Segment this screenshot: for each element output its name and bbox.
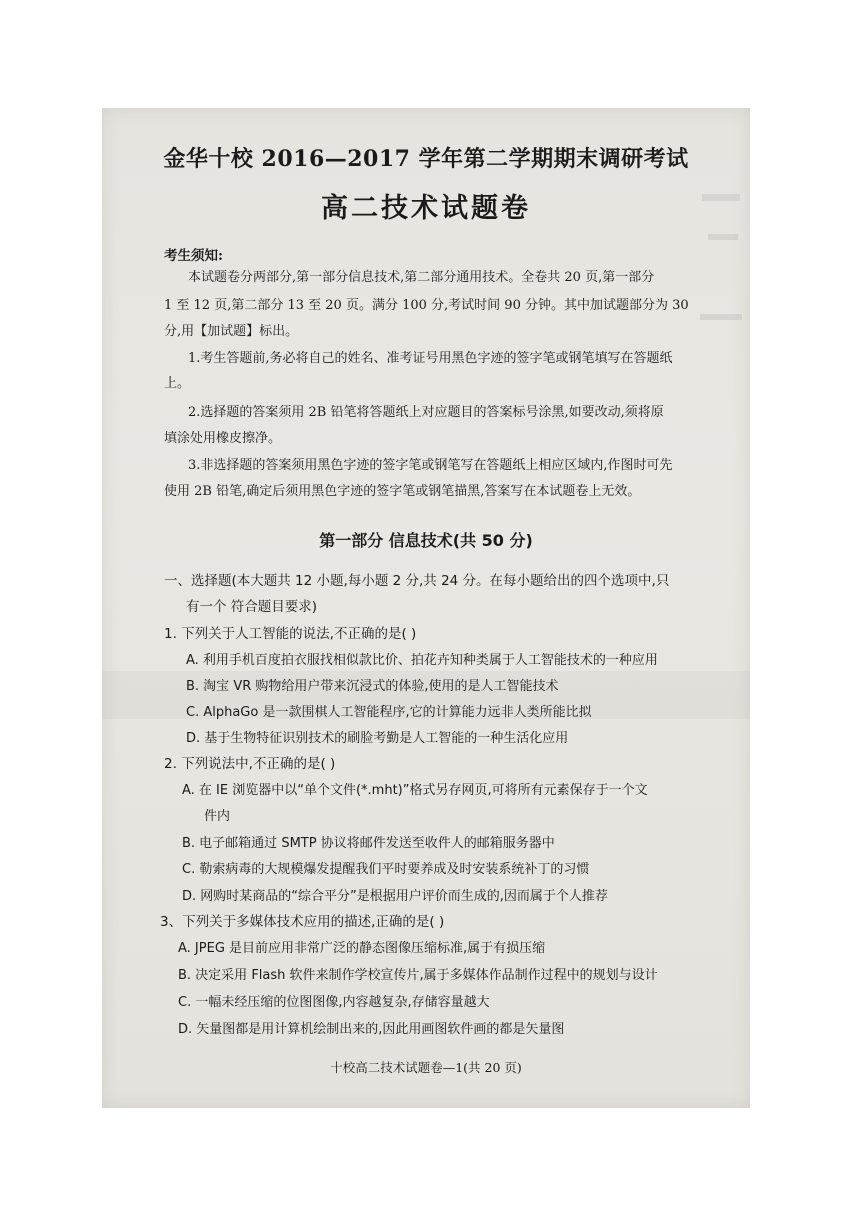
question-2-stem: 2. 下列说法中,不正确的是( ): [164, 756, 336, 772]
page-footer: 十校高二技术试题卷—1(共 20 页): [330, 1060, 522, 1075]
notice-rule-2-cont: 填涂处用橡皮擦净。: [164, 431, 282, 446]
question-1-option-c: C. AlphaGo 是一款围棋人工智能程序,它的计算能力远非人类所能比拟: [186, 705, 592, 720]
notice-rule-1: 1.考生答题前,务必将自己的姓名、准考证号用黑色字迹的签字笔或钢笔填写在答题纸: [188, 351, 673, 366]
notice-intro-line: 1 至 12 页,第二部分 13 至 20 页。满分 100 分,考试时间 90 分钟。其中加试题部分为 30: [164, 298, 689, 313]
question-3-option-b: B. 决定采用 Flash 软件来制作学校宣传片,属于多媒体作品制作过程中的规划与设计: [178, 968, 658, 983]
question-1-option-d: D. 基于生物特征识别技术的刷脸考勤是人工智能的一种生活化应用: [186, 731, 569, 746]
exam-paper: [102, 108, 750, 1108]
notice-rule-1-cont: 上。: [164, 376, 191, 391]
notice-intro-line: 分,用【加试题】标出。: [164, 324, 299, 339]
question-3-option-d: D. 矢量图都是用计算机绘制出来的,因此用画图软件画的都是矢量图: [178, 1022, 565, 1037]
notice-heading: 考生须知:: [164, 248, 223, 264]
exam-title: 金华十校 2016—2017 学年第二学期期末调研考试: [163, 146, 689, 172]
question-1-option-b: B. 淘宝 VR 购物给用户带来沉浸式的体验,使用的是人工智能技术: [186, 679, 559, 694]
section-instruction-cont: 有一个 符合题目要求): [186, 599, 318, 615]
bleed-mark: [700, 314, 742, 320]
question-2-option-a-cont: 件内: [204, 809, 231, 824]
notice-rule-2: 2.选择题的答案须用 2B 铅笔将答题纸上对应题目的答案标号涂黑,如要改动,须将原: [188, 405, 664, 420]
question-3-option-a: A. JPEG 是目前应用非常广泛的静态图像压缩标准,属于有损压缩: [178, 941, 546, 956]
section-title: 第一部分 信息技术(共 50 分): [319, 531, 533, 550]
question-1-option-a: A. 利用手机百度拍衣服找相似款比价、拍花卉知种类属于人工智能技术的一种应用: [186, 653, 658, 668]
question-2-option-d: D. 网购时某商品的“综合平分”是根据用户评价而生成的,因而属于个人推荐: [182, 889, 608, 904]
notice-intro-line: 本试题卷分两部分,第一部分信息技术,第二部分通用技术。全卷共 20 页,第一部分: [188, 270, 655, 285]
question-2-option-a: A. 在 IE 浏览器中以“单个文件(*.mht)”格式另存网页,可将所有元素保存于一个文: [182, 783, 648, 798]
section-instruction: 一、选择题(本大题共 12 小题,每小题 2 分,共 24 分。在每小题给出的四个选项中,只: [164, 573, 670, 589]
question-2-option-b: B. 电子邮箱通过 SMTP 协议将邮件发送至收件人的邮箱服务器中: [182, 836, 555, 851]
bleed-mark: [708, 234, 738, 240]
question-2-option-c: C. 勒索病毒的大规模爆发提醒我们平时要养成及时安装系统补丁的习惯: [182, 862, 590, 877]
exam-subtitle: 高二技术试题卷: [321, 193, 531, 224]
notice-rule-3-cont: 使用 2B 铅笔,确定后须用黑色字迹的签字笔或钢笔描黑,答案写在本试题卷上无效。: [164, 484, 641, 499]
question-3-option-c: C. 一幅未经压缩的位图图像,内容越复杂,存储容量越大: [178, 995, 490, 1010]
question-1-stem: 1. 下列关于人工智能的说法,不正确的是( ): [164, 626, 417, 642]
notice-rule-3: 3.非选择题的答案须用黑色字迹的签字笔或钢笔写在答题纸上相应区域内,作图时可先: [188, 458, 673, 473]
question-3-stem: 3、下列关于多媒体技术应用的描述,正确的是( ): [160, 914, 445, 930]
